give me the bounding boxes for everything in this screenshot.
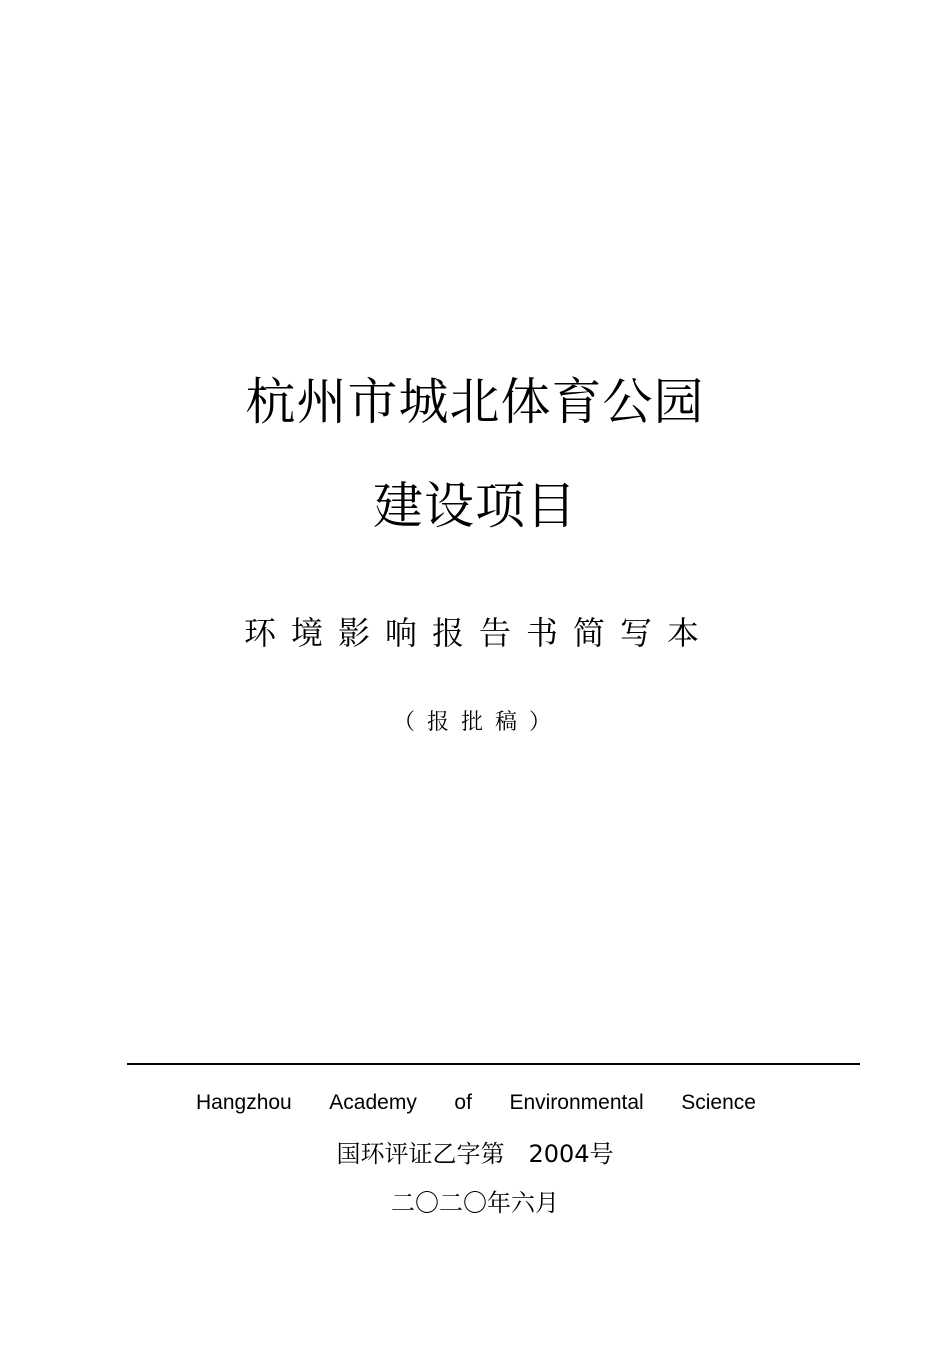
certificate-number: 国环评证乙字第 2004号: [336, 1140, 614, 1168]
project-title-line2: 建设项目: [373, 477, 577, 535]
project-title-line1: 杭州市城北体育公园: [245, 373, 705, 431]
institute-word: Academy: [329, 1091, 417, 1114]
institute-word: Hangzhou: [196, 1091, 292, 1114]
draft-label: （报批稿）: [392, 710, 563, 735]
publication-date: 二〇二〇年六月: [391, 1189, 559, 1217]
institute-word: of: [454, 1091, 472, 1114]
institute-name: [196, 1091, 756, 1115]
report-subtitle: 环境影响报告书简写本: [243, 614, 714, 652]
divider-line: [127, 1063, 860, 1065]
institute-word: Environmental: [509, 1091, 644, 1114]
institute-word: Science: [681, 1091, 756, 1114]
